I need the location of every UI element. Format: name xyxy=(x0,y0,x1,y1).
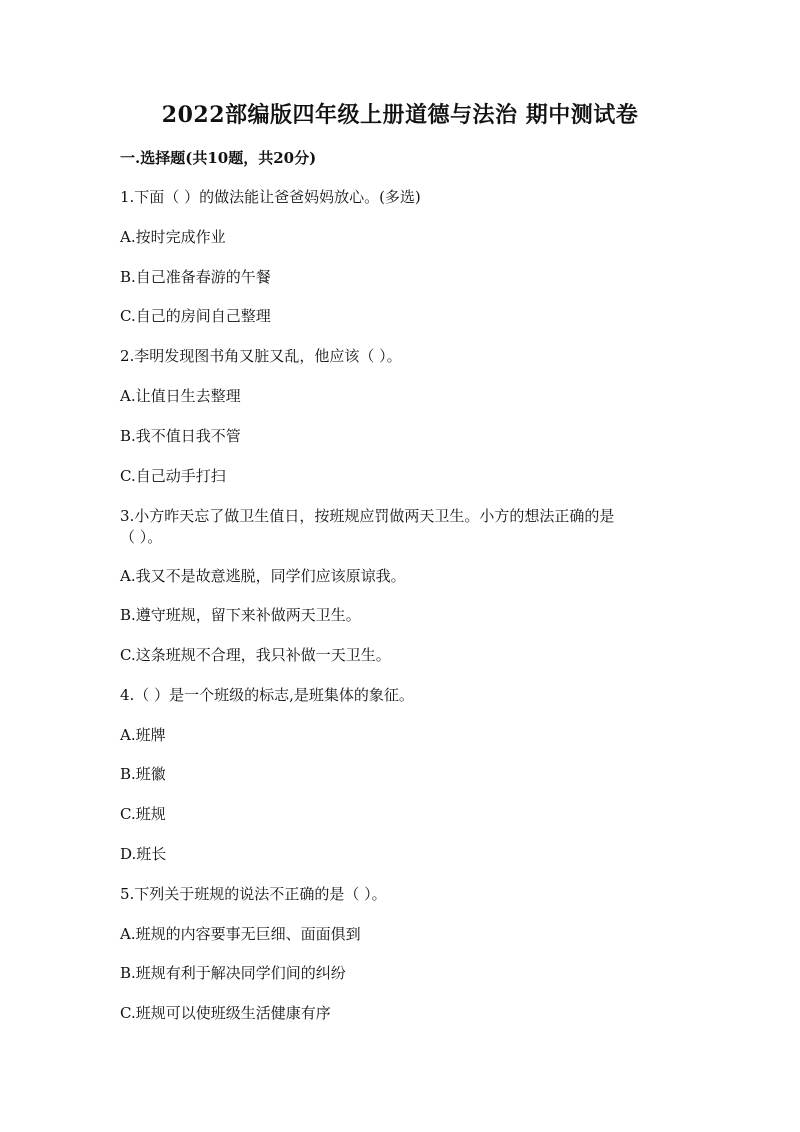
section-heading: 一.选择题(共10题，共20分) xyxy=(120,149,317,167)
question-2-option-b: B.我不值日我不管 xyxy=(120,427,241,445)
page-title: 2022部编版四年级上册道德与法治 期中测试卷 xyxy=(161,102,639,128)
question-3-option-c: C.这条班规不合理，我只补做一天卫生。 xyxy=(120,646,391,664)
question-2-stem: 2.李明发现图书角又脏又乱，他应该（ ）。 xyxy=(120,347,402,365)
question-1-stem: 1.下面（ ）的做法能让爸爸妈妈放心。(多选) xyxy=(120,188,421,206)
question-1-option-c: C.自己的房间自己整理 xyxy=(120,307,271,325)
question-3-stem-continued: （ ）。 xyxy=(120,528,163,546)
question-2-option-a: A.让值日生去整理 xyxy=(120,387,241,405)
question-1-option-b: B.自己准备春游的午餐 xyxy=(120,268,271,286)
question-4-option-d: D.班长 xyxy=(120,845,167,863)
question-4-option-c: C.班规 xyxy=(120,805,166,823)
question-3-stem: 3.小方昨天忘了做卫生值日，按班规应罚做两天卫生。小方的想法正确的是 xyxy=(120,507,615,525)
question-2-option-c: C.自己动手打扫 xyxy=(120,467,226,485)
question-4-option-b: B.班徽 xyxy=(120,765,166,783)
question-5-stem: 5.下列关于班规的说法不正确的是（ ）。 xyxy=(120,885,387,903)
question-1-option-a: A.按时完成作业 xyxy=(120,228,226,246)
question-5-option-b: B.班规有利于解决同学们间的纠纷 xyxy=(120,964,346,982)
question-3-option-b: B.遵守班规，留下来补做两天卫生。 xyxy=(120,606,361,624)
question-4-stem: 4.（ ）是一个班级的标志,是班集体的象征。 xyxy=(120,686,414,704)
question-5-option-a: A.班规的内容要事无巨细、面面俱到 xyxy=(120,925,361,943)
question-5-option-c: C.班规可以使班级生活健康有序 xyxy=(120,1004,331,1022)
question-4-option-a: A.班牌 xyxy=(120,726,166,744)
question-3-option-a: A.我又不是故意逃脱，同学们应该原谅我。 xyxy=(120,567,406,585)
